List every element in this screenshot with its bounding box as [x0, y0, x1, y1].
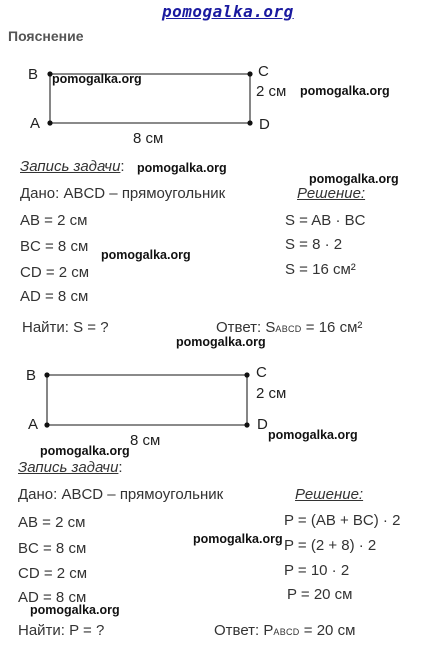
answer-prefix-2: Ответ: P [214, 622, 274, 639]
vertex-a-label-2: A [28, 416, 39, 433]
answer-subscript-1: ABCD [275, 324, 302, 334]
solution-step-3-2: P = 10 · 2 [284, 562, 350, 579]
watermark: pomogalka.org [40, 444, 130, 458]
record-heading-1 [20, 158, 125, 176]
given-1: Дано: ABCD – прямоугольник [20, 185, 226, 202]
given-cd-1: CD = 2 см [20, 264, 90, 281]
given-2: Дано: ABCD – прямоугольник [18, 486, 224, 503]
vertex-b-label-2: B [26, 367, 37, 384]
solution-step-2-1: S = 8 · 2 [285, 236, 343, 253]
watermark: pomogalka.org [137, 161, 227, 175]
watermark: pomogalka.org [52, 72, 142, 86]
answer-prefix-1: Ответ: S [216, 319, 276, 336]
vertex-d-point-1 [247, 120, 252, 125]
site-banner: pomogalka.org [162, 2, 294, 21]
watermark: pomogalka.org [300, 84, 390, 98]
find-2: Найти: P = ? [18, 622, 105, 639]
answer-value-2: = 20 см [299, 622, 356, 639]
record-heading-2 [18, 459, 123, 477]
side-bc-length-2: 2 см [256, 385, 287, 402]
rectangle-2 [47, 375, 247, 425]
vertex-c-label-2: C [256, 364, 267, 381]
record-colon-2: : [118, 459, 123, 476]
vertex-c-point-2 [244, 372, 249, 377]
solution-label-2: Решение: [295, 486, 364, 503]
solution-step-4-2: P = 20 см [287, 586, 353, 603]
watermark: pomogalka.org [193, 532, 283, 546]
answer-1 [216, 319, 362, 336]
watermark: pomogalka.org [268, 428, 358, 442]
page-heading: Пояснение [8, 28, 84, 44]
vertex-d-label-1: D [259, 116, 270, 133]
watermark: pomogalka.org [176, 335, 266, 349]
given-bc-2: BC = 8 см [18, 540, 87, 557]
answer-subscript-2: ABCD [273, 627, 300, 637]
watermark: pomogalka.org [101, 248, 191, 262]
solution-step-1-2: P = (AB + BC) · 2 [284, 512, 401, 529]
vertex-c-point-1 [247, 71, 252, 76]
side-ad-length-2: 8 см [130, 432, 161, 449]
record-label-2: Запись задачи [18, 459, 119, 476]
vertex-b-label-1: B [28, 66, 39, 83]
answer-2 [214, 622, 355, 639]
given-ad-1: AD = 8 см [20, 288, 89, 305]
solution-label-1: Решение: [297, 185, 366, 202]
side-ad-length-1: 8 см [133, 130, 164, 147]
given-ab-1: AB = 2 см [20, 212, 88, 229]
vertex-d-point-2 [244, 422, 249, 427]
watermark: pomogalka.org [309, 172, 399, 186]
vertex-b-point-2 [44, 372, 49, 377]
side-bc-length-1: 2 см [256, 83, 287, 100]
vertex-a-label-1: A [30, 115, 41, 132]
find-1: Найти: S = ? [22, 319, 109, 336]
record-label-1: Запись задачи [20, 158, 121, 175]
solution-step-2-2: P = (2 + 8) · 2 [284, 537, 377, 554]
watermark: pomogalka.org [30, 603, 120, 617]
solution-step-3-1: S = 16 см² [285, 261, 356, 278]
vertex-a-point-2 [44, 422, 49, 427]
given-cd-2: CD = 2 см [18, 565, 88, 582]
record-colon-1: : [120, 158, 125, 175]
given-bc-1: BC = 8 см [20, 238, 89, 255]
given-ad-2: AD = 8 см [18, 589, 87, 606]
vertex-d-label-2: D [257, 416, 268, 433]
given-ab-2: AB = 2 см [18, 514, 86, 531]
solution-step-1-1: S = AB · BC [285, 212, 366, 229]
vertex-a-point-1 [47, 120, 52, 125]
answer-value-1: = 16 см² [301, 319, 363, 336]
vertex-c-label-1: C [258, 63, 269, 80]
